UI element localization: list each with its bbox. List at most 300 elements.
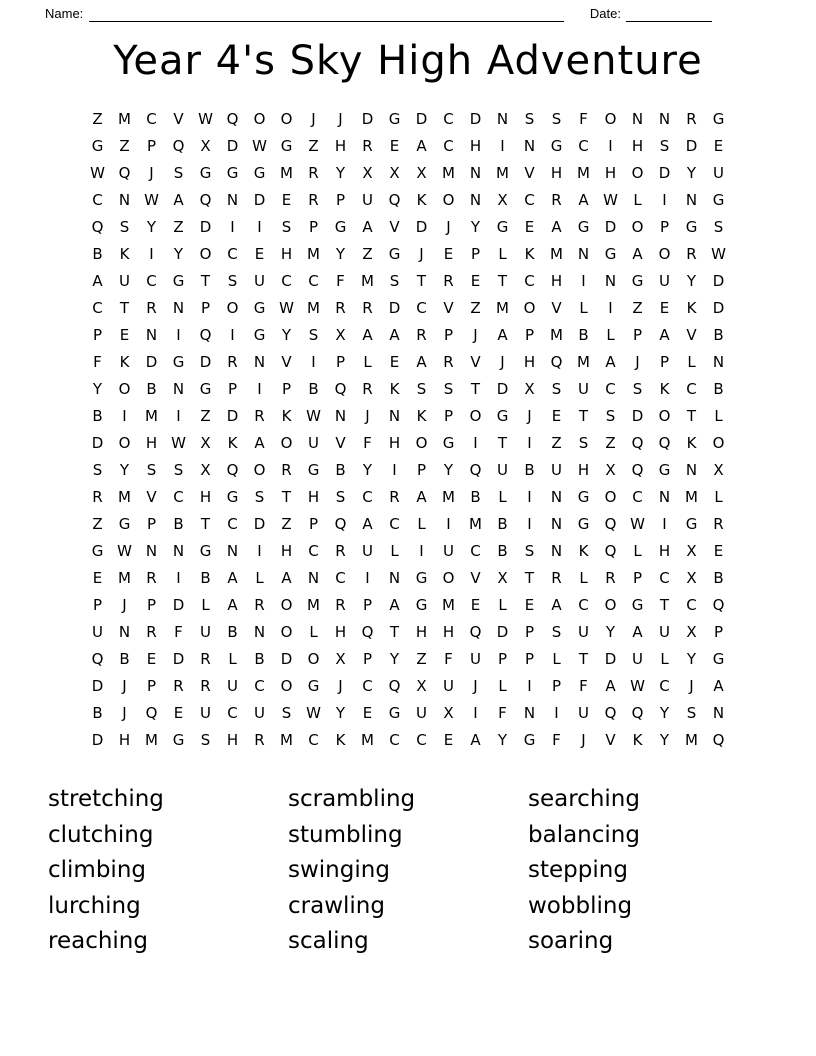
grid-letter: W xyxy=(90,164,105,182)
word-list-item: reaching xyxy=(48,928,148,954)
grid-letter: O xyxy=(253,110,266,128)
grid-letter: G xyxy=(712,110,725,128)
grid-row xyxy=(84,565,732,592)
grid-letter: I xyxy=(230,326,235,344)
grid-letter: Y xyxy=(686,164,697,182)
grid-letter: X xyxy=(686,623,697,641)
grid-letter: D xyxy=(496,380,509,398)
grid-letter: C xyxy=(578,596,589,614)
grid-letter: R xyxy=(173,677,184,695)
grid-letter: O xyxy=(712,434,725,452)
grid-letter: D xyxy=(91,434,104,452)
grid-letter: C xyxy=(308,542,319,560)
grid-letter: M xyxy=(550,245,563,263)
grid-letter: Y xyxy=(173,245,184,263)
grid-row xyxy=(84,349,732,376)
grid-letter: B xyxy=(173,515,184,533)
grid-letter: N xyxy=(307,569,320,587)
grid-letter: X xyxy=(713,461,724,479)
grid-letter: R xyxy=(335,299,346,317)
grid-letter: H xyxy=(415,623,428,641)
grid-letter: Z xyxy=(92,110,103,128)
grid-letter: D xyxy=(658,164,671,182)
grid-letter: K xyxy=(686,299,697,317)
grid-letter: F xyxy=(552,731,561,749)
grid-letter: A xyxy=(497,326,508,344)
grid-letter: I xyxy=(365,569,370,587)
grid-letter: P xyxy=(146,596,157,614)
grid-letter: H xyxy=(631,137,644,155)
grid-letter: M xyxy=(118,569,131,587)
grid-letter: X xyxy=(335,650,346,668)
grid-letter: L xyxy=(363,353,372,371)
grid-letter: V xyxy=(551,299,562,317)
grid-letter: C xyxy=(686,380,697,398)
grid-letter: Z xyxy=(632,299,643,317)
grid-letter: N xyxy=(712,704,725,722)
grid-letter: C xyxy=(416,299,427,317)
grid-letter: U xyxy=(308,434,319,452)
grid-letter: X xyxy=(497,569,508,587)
grid-letter: I xyxy=(257,380,262,398)
grid-letter: N xyxy=(523,704,536,722)
grid-row xyxy=(84,619,732,646)
grid-letter: A xyxy=(92,272,103,290)
grid-letter: H xyxy=(523,353,536,371)
grid-letter: N xyxy=(172,380,185,398)
grid-letter: C xyxy=(173,488,184,506)
grid-letter: E xyxy=(443,731,454,749)
grid-letter: G xyxy=(442,434,455,452)
grid-letter: E xyxy=(443,245,454,263)
grid-letter: P xyxy=(632,326,643,344)
grid-letter: W xyxy=(144,191,159,209)
grid-letter: P xyxy=(335,191,346,209)
grid-letter: M xyxy=(496,164,509,182)
grid-letter: M xyxy=(496,299,509,317)
grid-letter: W xyxy=(117,542,132,560)
grid-letter: P xyxy=(524,623,535,641)
grid-letter: Q xyxy=(631,434,644,452)
grid-letter: G xyxy=(307,461,320,479)
grid-letter: J xyxy=(122,596,127,614)
grid-letter: N xyxy=(145,326,158,344)
grid-letter: R xyxy=(281,461,292,479)
grid-letter: N xyxy=(550,542,563,560)
grid-letter: B xyxy=(497,542,508,560)
grid-letter: I xyxy=(176,407,181,425)
grid-letter: K xyxy=(578,542,589,560)
grid-letter: I xyxy=(473,434,478,452)
grid-letter: Q xyxy=(712,596,725,614)
grid-row xyxy=(84,700,732,727)
grid-letter: O xyxy=(118,380,131,398)
grid-letter: C xyxy=(389,515,400,533)
grid-letter: G xyxy=(172,272,185,290)
grid-letter: X xyxy=(200,434,211,452)
name-label: Name: xyxy=(45,6,84,21)
grid-letter: N xyxy=(469,164,482,182)
grid-letter: E xyxy=(362,704,373,722)
grid-letter: D xyxy=(631,407,644,425)
grid-letter: D xyxy=(415,110,428,128)
grid-letter: Z xyxy=(281,515,292,533)
grid-letter: Q xyxy=(91,218,104,236)
grid-letter: D xyxy=(172,596,185,614)
grid-letter: T xyxy=(578,407,589,425)
grid-letter: S xyxy=(416,380,427,398)
grid-letter: H xyxy=(550,164,563,182)
grid-letter: Y xyxy=(605,623,616,641)
grid-letter: I xyxy=(149,245,154,263)
grid-letter: Q xyxy=(604,704,617,722)
grid-letter: M xyxy=(118,488,131,506)
grid-letter: G xyxy=(604,245,617,263)
word-list-item: balancing xyxy=(528,821,640,848)
grid-letter: I xyxy=(257,542,262,560)
grid-letter: Q xyxy=(172,137,185,155)
grid-letter: H xyxy=(307,488,320,506)
grid-letter: A xyxy=(362,218,373,236)
grid-letter: X xyxy=(497,191,508,209)
grid-letter: O xyxy=(280,677,293,695)
grid-letter: X xyxy=(416,677,427,695)
grid-letter: Y xyxy=(281,326,292,344)
grid-letter: Z xyxy=(416,650,427,668)
grid-letter: P xyxy=(416,461,427,479)
grid-letter: X xyxy=(200,137,211,155)
grid-letter: G xyxy=(712,650,725,668)
grid-letter: E xyxy=(551,407,562,425)
grid-letter: F xyxy=(174,623,183,641)
grid-row xyxy=(84,511,732,538)
grid-letter: Q xyxy=(388,191,401,209)
grid-letter: P xyxy=(470,245,481,263)
grid-letter: G xyxy=(523,731,536,749)
grid-letter: P xyxy=(146,677,157,695)
grid-letter: O xyxy=(415,434,428,452)
grid-letter: F xyxy=(93,353,102,371)
grid-letter: L xyxy=(255,569,264,587)
grid-letter: K xyxy=(119,353,130,371)
worksheet-header xyxy=(0,0,816,22)
grid-letter: S xyxy=(551,623,562,641)
grid-letter: C xyxy=(416,731,427,749)
word-list-column xyxy=(528,782,768,960)
grid-letter: S xyxy=(119,218,130,236)
grid-letter: B xyxy=(524,461,535,479)
grid-letter: H xyxy=(550,272,563,290)
grid-letter: G xyxy=(415,596,428,614)
grid-letter: S xyxy=(308,326,319,344)
grid-row xyxy=(84,430,732,457)
grid-letter: J xyxy=(473,677,478,695)
grid-letter: M xyxy=(280,164,293,182)
grid-letter: U xyxy=(713,164,724,182)
grid-letter: R xyxy=(308,164,319,182)
grid-letter: U xyxy=(416,704,427,722)
word-list-item: soaring xyxy=(528,928,614,954)
grid-letter: H xyxy=(145,434,158,452)
grid-letter: I xyxy=(392,461,397,479)
grid-letter: H xyxy=(469,137,482,155)
grid-letter: F xyxy=(444,650,453,668)
grid-letter: J xyxy=(500,353,505,371)
grid-letter: M xyxy=(307,299,320,317)
grid-letter: Q xyxy=(199,191,212,209)
grid-letter: M xyxy=(577,353,590,371)
word-list-item: wobbling xyxy=(528,892,633,919)
grid-letter: M xyxy=(442,596,455,614)
grid-letter: A xyxy=(551,218,562,236)
grid-letter: G xyxy=(280,137,293,155)
grid-letter: J xyxy=(446,218,451,236)
grid-letter: M xyxy=(307,596,320,614)
grid-letter: Z xyxy=(308,137,319,155)
grid-letter: V xyxy=(470,569,481,587)
grid-letter: G xyxy=(91,542,104,560)
grid-row xyxy=(84,268,732,295)
grid-letter: F xyxy=(579,677,588,695)
grid-letter: M xyxy=(550,326,563,344)
grid-letter: C xyxy=(227,704,238,722)
grid-letter: T xyxy=(659,596,670,614)
grid-letter: C xyxy=(605,380,616,398)
grid-letter: S xyxy=(659,137,670,155)
grid-letter: P xyxy=(281,380,292,398)
grid-letter: E xyxy=(146,650,157,668)
grid-letter: Q xyxy=(388,677,401,695)
grid-letter: G xyxy=(91,137,104,155)
grid-letter: G xyxy=(685,515,698,533)
grid-letter: K xyxy=(227,434,238,452)
grid-letter: P xyxy=(524,326,535,344)
grid-letter: O xyxy=(631,164,644,182)
grid-letter: N xyxy=(145,542,158,560)
grid-letter: J xyxy=(527,407,532,425)
grid-letter: P xyxy=(227,380,238,398)
grid-letter: N xyxy=(658,110,671,128)
grid-letter: R xyxy=(605,569,616,587)
grid-letter: V xyxy=(281,353,292,371)
grid-letter: V xyxy=(173,110,184,128)
grid-letter: M xyxy=(442,164,455,182)
grid-letter: Z xyxy=(173,218,184,236)
grid-letter: Z xyxy=(605,434,616,452)
grid-letter: W xyxy=(198,110,213,128)
grid-letter: G xyxy=(253,299,266,317)
grid-letter: P xyxy=(92,326,103,344)
grid-letter: P xyxy=(443,407,454,425)
grid-letter: O xyxy=(469,407,482,425)
grid-letter: A xyxy=(605,677,616,695)
grid-letter: G xyxy=(388,245,401,263)
grid-letter: P xyxy=(308,515,319,533)
grid-letter: S xyxy=(254,488,265,506)
grid-letter: M xyxy=(145,731,158,749)
grid-letter: A xyxy=(389,596,400,614)
grid-letter: A xyxy=(551,596,562,614)
grid-letter: U xyxy=(497,461,508,479)
grid-letter: I xyxy=(311,353,316,371)
grid-letter: N xyxy=(226,542,239,560)
grid-letter: J xyxy=(473,326,478,344)
grid-letter: A xyxy=(416,353,427,371)
grid-row xyxy=(84,133,732,160)
grid-letter: A xyxy=(281,569,292,587)
grid-letter: G xyxy=(415,569,428,587)
grid-letter: V xyxy=(524,164,535,182)
grid-letter: U xyxy=(200,623,211,641)
grid-letter: U xyxy=(362,542,373,560)
grid-letter: C xyxy=(146,110,157,128)
grid-letter: G xyxy=(577,515,590,533)
grid-letter: R xyxy=(551,191,562,209)
grid-letter: R xyxy=(92,488,103,506)
grid-letter: M xyxy=(280,731,293,749)
grid-row xyxy=(84,160,732,187)
grid-letter: M xyxy=(469,515,482,533)
grid-letter: K xyxy=(632,731,643,749)
grid-letter: O xyxy=(523,299,536,317)
grid-letter: U xyxy=(443,542,454,560)
grid-letter: O xyxy=(442,569,455,587)
grid-letter: K xyxy=(389,380,400,398)
grid-letter: S xyxy=(551,110,562,128)
grid-letter: G xyxy=(712,191,725,209)
grid-letter: M xyxy=(442,488,455,506)
date-fill-line xyxy=(626,7,712,22)
grid-letter: N xyxy=(685,191,698,209)
grid-letter: Q xyxy=(469,623,482,641)
grid-letter: Y xyxy=(470,218,481,236)
grid-letter: K xyxy=(335,731,346,749)
grid-letter: Z xyxy=(119,137,130,155)
grid-letter: E xyxy=(470,272,481,290)
grid-row xyxy=(84,322,732,349)
grid-letter: H xyxy=(388,434,401,452)
grid-letter: C xyxy=(227,515,238,533)
grid-letter: D xyxy=(604,218,617,236)
grid-letter: A xyxy=(578,191,589,209)
grid-letter: Y xyxy=(659,731,670,749)
grid-letter: M xyxy=(361,272,374,290)
grid-letter: V xyxy=(686,326,697,344)
grid-letter: P xyxy=(443,326,454,344)
grid-letter: R xyxy=(686,110,697,128)
grid-letter: P xyxy=(146,137,157,155)
grid-letter: J xyxy=(419,245,424,263)
grid-letter: L xyxy=(579,299,588,317)
grid-letter: Y xyxy=(389,650,400,668)
grid-letter: S xyxy=(281,704,292,722)
grid-letter: D xyxy=(226,407,239,425)
grid-letter: X xyxy=(605,461,616,479)
grid-letter: L xyxy=(633,542,642,560)
grid-letter: V xyxy=(605,731,616,749)
grid-letter: B xyxy=(335,461,346,479)
grid-letter: Y xyxy=(92,380,103,398)
word-list-item: stretching xyxy=(48,786,164,812)
grid-letter: P xyxy=(335,353,346,371)
grid-letter: L xyxy=(552,650,561,668)
grid-letter: S xyxy=(281,218,292,236)
grid-letter: U xyxy=(470,650,481,668)
grid-letter: C xyxy=(632,488,643,506)
grid-letter: M xyxy=(361,731,374,749)
grid-letter: B xyxy=(470,488,481,506)
grid-letter: B xyxy=(713,326,724,344)
grid-letter: F xyxy=(363,434,372,452)
grid-letter: Q xyxy=(658,434,671,452)
grid-letter: N xyxy=(604,272,617,290)
grid-letter: B xyxy=(308,380,319,398)
grid-letter: B xyxy=(254,650,265,668)
grid-letter: D xyxy=(496,623,509,641)
grid-letter: X xyxy=(389,164,400,182)
grid-letter: L xyxy=(498,488,507,506)
grid-letter: W xyxy=(171,434,186,452)
grid-letter: Y xyxy=(146,218,157,236)
grid-letter: Y xyxy=(659,704,670,722)
word-list-item: swinging xyxy=(288,857,390,883)
grid-letter: I xyxy=(176,326,181,344)
grid-letter: U xyxy=(254,272,265,290)
grid-letter: M xyxy=(577,164,590,182)
grid-row xyxy=(84,187,732,214)
grid-letter: G xyxy=(226,488,239,506)
grid-letter: G xyxy=(307,677,320,695)
grid-letter: R xyxy=(686,245,697,263)
grid-letter: R xyxy=(416,326,427,344)
grid-letter: O xyxy=(631,218,644,236)
grid-letter: H xyxy=(442,623,455,641)
grid-letter: K xyxy=(686,434,697,452)
grid-letter: L xyxy=(687,353,696,371)
grid-letter: L xyxy=(660,650,669,668)
grid-letter: Q xyxy=(334,515,347,533)
grid-letter: K xyxy=(416,191,427,209)
grid-letter: R xyxy=(362,137,373,155)
word-list-item: climbing xyxy=(48,857,146,883)
grid-row xyxy=(84,295,732,322)
grid-letter: U xyxy=(119,272,130,290)
grid-letter: N xyxy=(334,407,347,425)
grid-letter: N xyxy=(712,353,725,371)
grid-letter: G xyxy=(172,353,185,371)
grid-letter: W xyxy=(711,245,726,263)
grid-letter: T xyxy=(281,488,292,506)
grid-letter: H xyxy=(334,137,347,155)
grid-letter: G xyxy=(577,218,590,236)
grid-letter: A xyxy=(227,596,238,614)
grid-letter: B xyxy=(146,380,157,398)
grid-letter: Q xyxy=(334,380,347,398)
grid-letter: V xyxy=(470,353,481,371)
grid-letter: S xyxy=(173,164,184,182)
grid-letter: N xyxy=(253,353,266,371)
grid-letter: G xyxy=(118,515,131,533)
word-search-grid xyxy=(84,106,732,754)
grid-letter: R xyxy=(335,596,346,614)
grid-letter: G xyxy=(199,380,212,398)
grid-letter: Q xyxy=(604,515,617,533)
grid-letter: G xyxy=(334,218,347,236)
grid-letter: O xyxy=(118,434,131,452)
grid-letter: P xyxy=(362,650,373,668)
grid-letter: U xyxy=(254,704,265,722)
name-fill-line xyxy=(89,7,564,22)
